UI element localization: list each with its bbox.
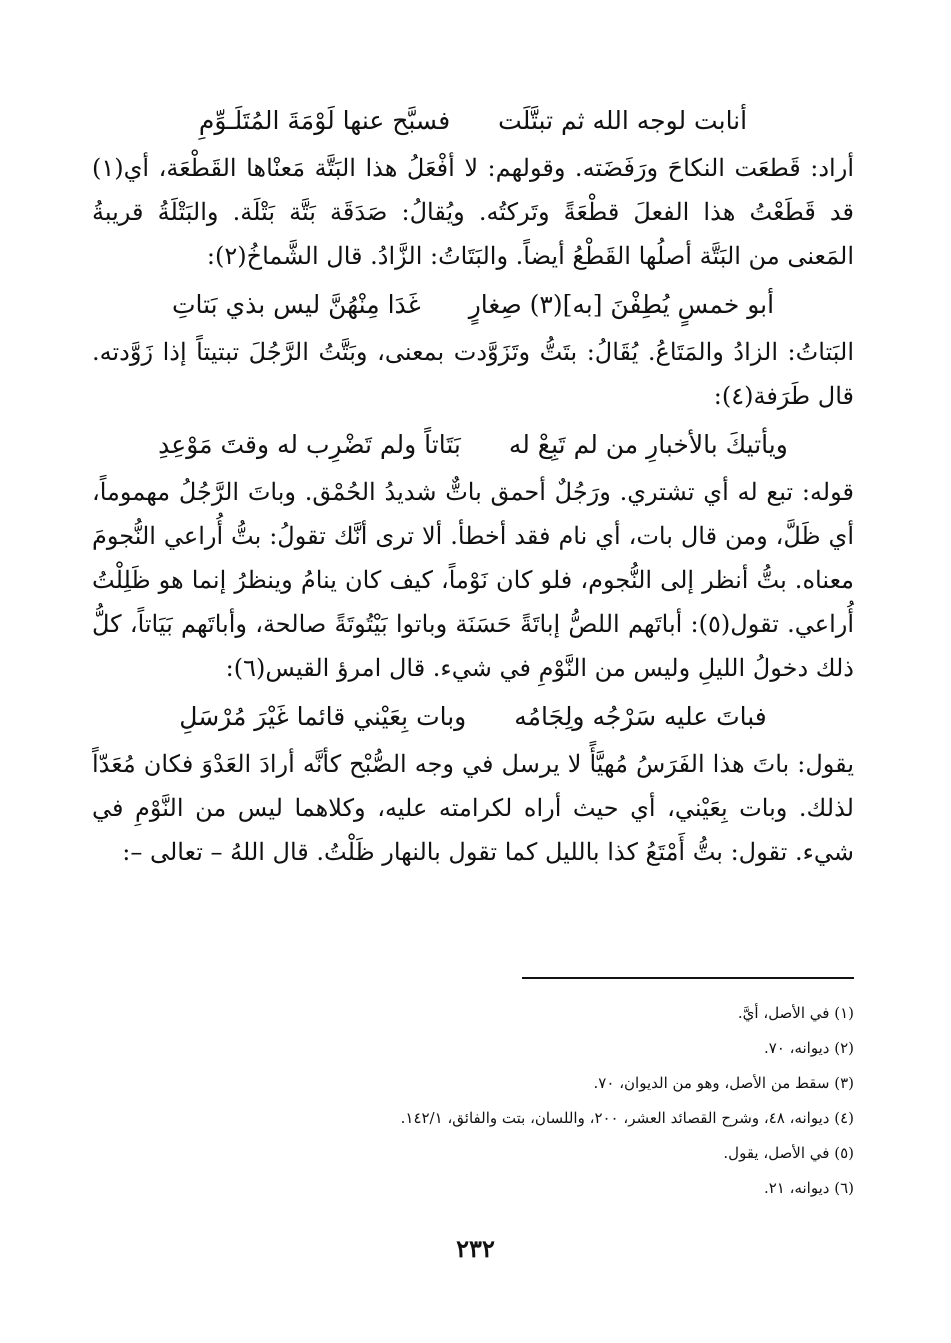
main-text	[92, 98, 854, 878]
paragraph-3: قوله: تبع له أي تشتري. ورَجُلٌ أحمق باتٌّ شديدُ الحُمْق. وباتَ الرَّجُلُ مهموماً، أي ظَلَّ، ومن قال بات، أي نام فقد أخطأ. ألا ترى أنَّك تقولُ: بتُّ أُراعي النُّجومَ معناه. بتُّ أنظر إلى النُّجوم، فلو كان نَوْماً، كيف كان ينامُ وينظرُ إنما هو ظَلِلْتُ أُراعي. تقول(٥): أباتَهم اللصُّ إباتَةً حَسَنَة وباتوا بَيْتُوتَةً صالحة، وأباتَهم بَيَاتاً، كلُّ ذلك دخولُ الليلِ وليس من النَّوْمِ في شيء. قال امرؤ القيس(٦):	[92, 478, 855, 682]
footnote-2: (٢) ديوانه، ٧٠.	[763, 1039, 854, 1057]
paragraph-1: أراد: قَطعَت النكاحَ ورَفَضَته. وقولهم: لا أفْعَلُ هذا البَتَّة مَعنْاها القَطْعَة، أي(١) قد قَطَعْتُ هذا الفعلَ قطْعَةً وتَركتُه. ويُقالُ: صَدَقَة بَتَّة بَتْلَة. والبَتْلَةُ قريبةُ المَعنى من البَتَّة أصلُها القَطْعُ أيضاً. والبَتَاتُ: الزَّادُ. قال الشَّماخُ(٢):	[92, 154, 854, 270]
verse-3	[92, 422, 854, 468]
footnote-5: (٥) في الأصل، يقول.	[723, 1144, 854, 1162]
verse-2-first-hemistich: أبو خمسٍ يُطِفْنَ [به](٣) صِغارٍ	[468, 290, 775, 319]
verse-4	[92, 694, 854, 740]
footnote-6: (٦) ديوانه، ٢١.	[763, 1179, 854, 1197]
paragraph-4: يقول: باتَ هذا الفَرَسُ مُهيَّأً لا يرسل في وجه الصُّبْح كأنَّه أرادَ العَدْوَ فكان مُعَدّاً لذلك. وبات بِعَيْني، أي حيث أراه لكرامته عليه، وكلاهما ليس من النَّوْمِ في شيء. تقول: بتُّ أَمْتَعُ كذا بالليل كما تقول بالنهار ظَلْتُ. قال اللهُ – تعالى –:	[92, 750, 854, 866]
verse-4-second-hemistich: وبات بِعَيْني قائما غَيْرَ مُرْسَلِ	[179, 702, 467, 731]
page-number: ٢٣٢	[456, 1234, 495, 1263]
verse-4-first-hemistich: فباتَ عليه سَرْجُه ولِجَامُه	[514, 702, 767, 731]
paragraph-2: البَتاتُ: الزادُ والمَتَاعُ. يُقَالُ: بتَتُّ وتَزَوَّدت بمعنى، وبَتَّتُ الرَّجُلَ تبتيتاً إذا زَوَّدته. قال طَرَفة(٤):	[92, 338, 854, 410]
verse-2-second-hemistich: غَدَا مِنْهُنَّ ليس بذي بَتاتِ	[171, 290, 421, 319]
verse-2	[92, 282, 854, 328]
verse-1-second-hemistich: فسبَّح عنها لَوْمَةَ المُتَلَـوِّمِ	[198, 106, 451, 135]
verse-1	[92, 98, 854, 144]
footnote-4: (٤) ديوانه، ٤٨، وشرح القصائد العشر، ٢٠٠، واللسان، بتت والفائق، ١٤٢/١.	[400, 1109, 854, 1127]
verse-1-first-hemistich: أنابت لوجه الله ثم تبتَّلَت	[498, 106, 748, 135]
footnote-3: (٣) سقط من الأصل، وهو من الديوان، ٧٠.	[593, 1074, 854, 1092]
footnote-divider	[522, 977, 854, 979]
verse-3-first-hemistich: ويأتيكَ بالأخبارِ من لم تَبِعْ له	[508, 430, 788, 459]
footnotes	[92, 996, 854, 1206]
footnote-1: (١) في الأصل، أيَّ.	[737, 1004, 854, 1022]
verse-3-second-hemistich: بَتَاتاً ولم تَضْرِب له وقتَ مَوْعِدِ	[158, 430, 461, 459]
